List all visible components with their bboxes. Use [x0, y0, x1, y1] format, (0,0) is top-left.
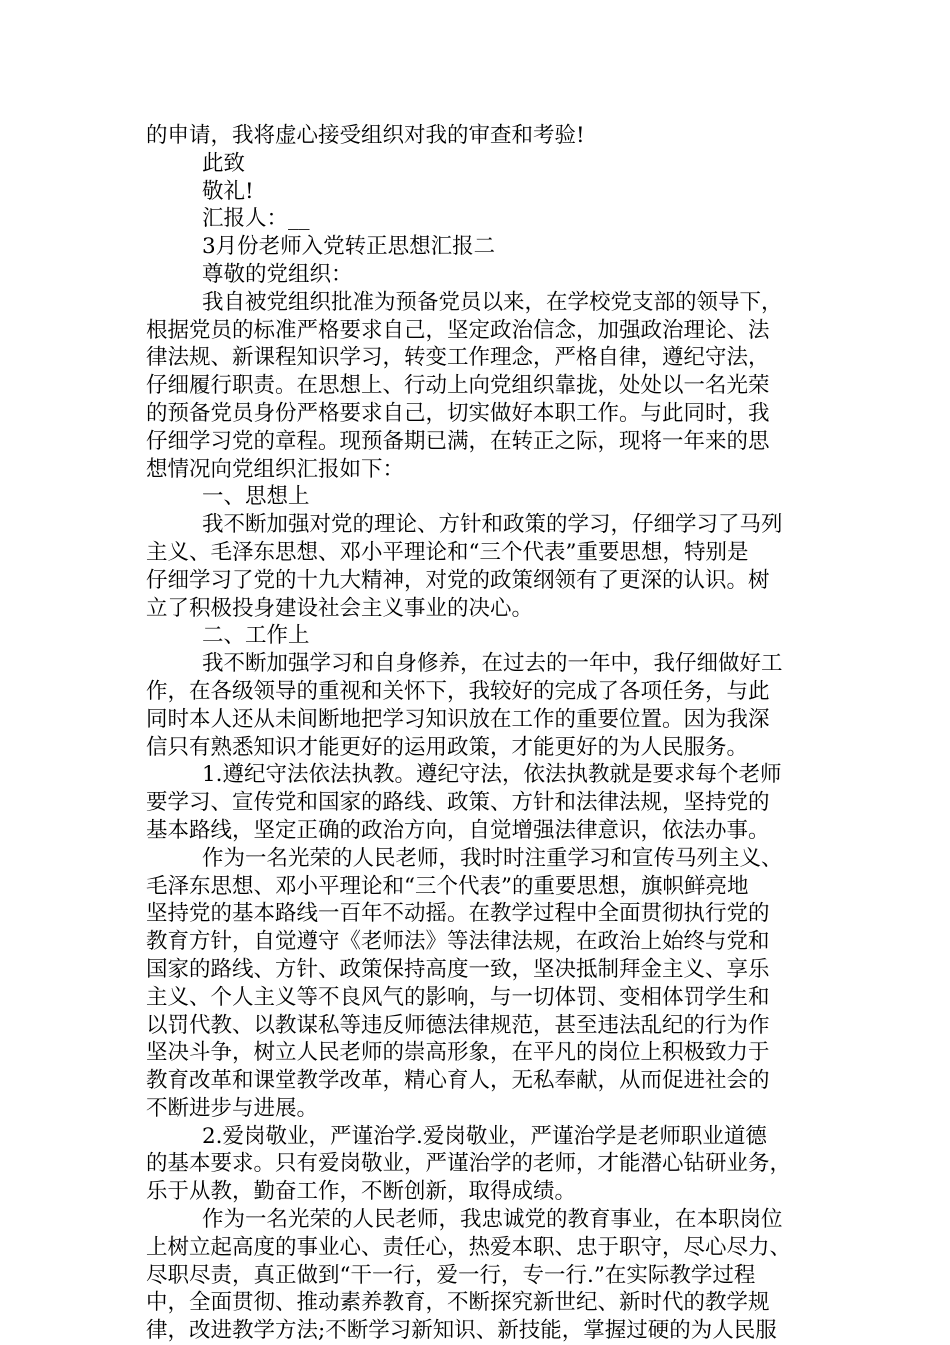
- text-line: 仔细学习了党的十九大精神，对党的政策纲领有了更深的认识。树: [146, 567, 770, 593]
- text-line: 坚持党的基本路线一百年不动摇。在教学过程中全面贯彻执行党的: [146, 901, 770, 927]
- text-line: 尽职尽责，真正做到“干一行，爱一行，专一行.”在实际教学过程: [146, 1262, 756, 1288]
- text-line: 的申请，我将虚心接受组织对我的审查和考验!: [146, 123, 585, 148]
- text-line: 以罚代教、以教谋私等违反师德法律规范，甚至违法乱纪的行为作: [146, 1012, 770, 1038]
- text-line: 教育方针，自觉遵守《老师法》等法律法规，在政治上始终与党和: [146, 929, 770, 955]
- text-line: 教育改革和课堂教学改革，精心育人，无私奉献，从而促进社会的: [146, 1068, 770, 1094]
- text-line: 作为一名光荣的人民老师，我时时注重学习和宣传马列主义、: [202, 845, 783, 871]
- text-line: 作为一名光荣的人民老师，我忠诚党的教育事业，在本职岗位: [202, 1207, 783, 1233]
- text-line: 的基本要求。只有爱岗敬业，严谨治学的老师，才能潜心钻研业务，: [146, 1151, 792, 1177]
- text-line: 2.爱岗敬业，严谨治学.爱岗敬业，严谨治学是老师职业道德: [202, 1123, 767, 1149]
- text-line: 我不断加强对党的理论、方针和政策的学习，仔细学习了马列: [202, 512, 783, 538]
- text-line: 要学习、宣传党和国家的路线、政策、方针和法律法规，坚持党的: [146, 790, 770, 816]
- text-line: 律，改进教学方法;不断学习新知识、新技能，掌握过硬的为人民服: [146, 1318, 777, 1344]
- text-line: 坚决斗争，树立人民老师的崇高形象，在平凡的岗位上积极致力于: [146, 1040, 770, 1066]
- text-line: 信只有熟悉知识才能更好的运用政策，才能更好的为人民服务。: [146, 734, 749, 760]
- text-line: 仔细履行职责。在思想上、行动上向党组织靠拢，处处以一名光荣: [146, 373, 770, 399]
- text-line: 国家的路线、方针、政策保持高度一致，坚决抵制拜金主义、享乐: [146, 956, 770, 982]
- text-line: 中，全面贯彻、推动素养教育，不断探究新世纪、新时代的教学规: [146, 1290, 770, 1316]
- text-line: 1.遵纪守法依法执教。遵纪守法，依法执教就是要求每个老师: [202, 762, 782, 788]
- text-line: 3月份老师入党转正思想汇报二: [202, 234, 496, 260]
- text-line: 的预备党员身份严格要求自己，切实做好本职工作。与此同时，我: [146, 400, 770, 426]
- text-line: 不断进步与进展。: [146, 1095, 319, 1121]
- text-line: 汇报人：__: [202, 206, 310, 232]
- text-line: 立了积极投身建设社会主义事业的决心。: [146, 595, 534, 621]
- text-line: 主义、毛泽东思想、邓小平理论和“三个代表”重要思想，特别是: [146, 539, 749, 565]
- text-line: 乐于从教，勤奋工作，不断创新，取得成绩。: [146, 1179, 577, 1205]
- text-line: 毛泽东思想、邓小平理论和“三个代表”的重要思想，旗帜鲜亮地: [146, 873, 749, 899]
- text-line: 我不断加强学习和自身修养，在过去的一年中，我仔细做好工: [202, 651, 783, 677]
- text-line: 尊敬的党组织：: [202, 261, 353, 287]
- text-line: 作，在各级领导的重视和关怀下，我较好的完成了各项任务，与此: [146, 678, 770, 704]
- text-line: 一、思想上: [202, 484, 310, 510]
- text-line: 仔细学习党的章程。现预备期已满，在转正之际，现将一年来的思: [146, 428, 770, 454]
- text-line: 我自被党组织批准为预备党员以来，在学校党支部的领导下，: [202, 289, 783, 315]
- text-line: 律法规、新课程知识学习，转变工作理念，严格自律，遵纪守法，: [146, 345, 770, 371]
- text-line: 主义、个人主义等不良风气的影响，与一切体罚、变相体罚学生和: [146, 984, 770, 1010]
- text-line: 想情况向党组织汇报如下：: [146, 456, 405, 482]
- text-line: 此致: [202, 150, 246, 176]
- text-line: 上树立起高度的事业心、责任心，热爱本职、忠于职守，尽心尽力、: [146, 1234, 792, 1260]
- text-line: 根据党员的标准严格要求自己，坚定政治信念，加强政治理论、法: [146, 317, 770, 343]
- document-page: [146, 122, 806, 1345]
- text-line: 基本路线，坚定正确的政治方向，自觉增强法律意识，依法办事。: [146, 817, 770, 843]
- text-line: 二、工作上: [202, 623, 310, 649]
- text-line: 敬礼!: [202, 178, 254, 204]
- text-line: 同时本人还从未间断地把学习知识放在工作的重要位置。因为我深: [146, 706, 770, 732]
